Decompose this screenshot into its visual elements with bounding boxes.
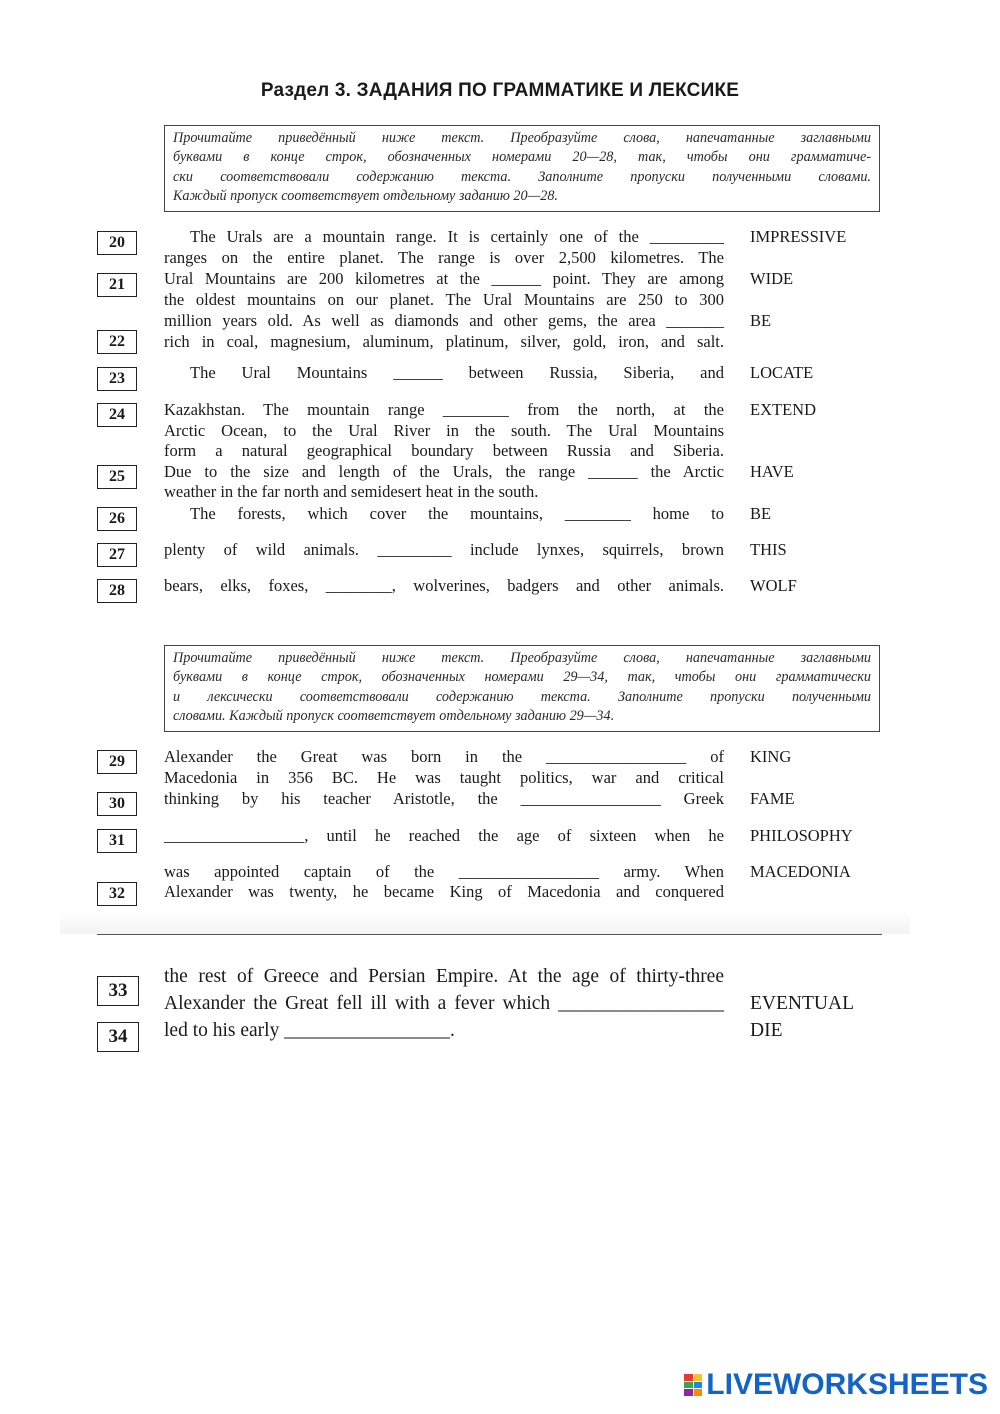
instruction-line: Прочитайте приведённый ниже текст. Преобразуйте слова, напечатанные заглавными — [173, 130, 871, 146]
text-line: was appointed captain of the _________________ army. When — [164, 862, 724, 881]
page-divider — [97, 934, 882, 935]
text-line: million years old. As well as diamonds and other gems, the area _______ — [164, 311, 724, 330]
key-word: FAME — [750, 789, 795, 808]
text-line: ranges on the entire planet. The range is over 2,500 kilometres. The — [164, 248, 724, 267]
logo-square — [694, 1382, 703, 1389]
key-word: PHILOSOPHY — [750, 826, 853, 845]
task-number: 24 — [97, 403, 137, 427]
instruction-line: Каждый пропуск соответствует отдельному заданию 20—28. — [173, 188, 558, 205]
text-line: Alexander was twenty, he became King of Macedonia and conquered — [164, 882, 724, 901]
logo-square — [684, 1389, 693, 1396]
key-word: LOCATE — [750, 363, 814, 382]
text-line: the oldest mountains on our planet. The Ural Mountains are 250 to 300 — [164, 290, 724, 309]
key-word: MACEDONIA — [750, 862, 851, 881]
page-break-shade — [60, 912, 910, 934]
section-title: Раздел 3. ЗАДАНИЯ ПО ГРАММАТИКЕ И ЛЕКСИКЕ — [260, 80, 740, 101]
text-line: Ural Mountains are 200 kilometres at the ______ point. They are among — [164, 269, 724, 288]
instruction-line: ски соответствовали содержанию текста. Заполните пропуски полученными словами. — [173, 168, 871, 185]
logo-square — [684, 1374, 693, 1381]
text-line: The Urals are a mountain range. It is certainly one of the _________ — [190, 227, 724, 246]
key-word: IMPRESSIVE — [750, 227, 847, 246]
text-line: form a natural geographical boundary between Russia and Siberia. — [164, 441, 724, 460]
task-number: 28 — [97, 579, 137, 603]
instruction-line: буквами в конце строк, обозначенных номерами 20—28, так, чтобы они грамматиче- — [173, 149, 871, 166]
instruction-line: Прочитайте приведённый ниже текст. Преобразуйте слова, напечатанные заглавными — [173, 650, 871, 666]
text-line: weather in the far north and semidesert heat in the south. — [164, 482, 539, 501]
text-line: thinking by his teacher Aristotle, the _________________ Greek — [164, 789, 724, 808]
instruction-line: и лексически соответствовали содержанию текста. Заполните пропуски полученными — [173, 688, 871, 705]
text-line: _________________, until he reached the age of sixteen when he — [164, 826, 724, 845]
liveworksheets-logo — [684, 1368, 988, 1402]
text-line: Kazakhstan. The mountain range ________ from the north, at the — [164, 400, 724, 419]
text-line: bears, elks, foxes, ________, wolverines, badgers and other animals. — [164, 576, 724, 595]
instruction-box-2 — [164, 645, 880, 732]
key-word: KING — [750, 747, 792, 766]
text-line: The Ural Mountains ______ between Russia, Siberia, and — [190, 363, 724, 382]
text-line: plenty of wild animals. _________ include lynxes, squirrels, brown — [164, 540, 724, 559]
text-line: Arctic Ocean, to the Ural River in the south. The Ural Mountains — [164, 421, 724, 440]
text-line: led to his early _________________. — [164, 1020, 455, 1041]
instruction-line: словами. Каждый пропуск соответствует отдельному заданию 29—34. — [173, 708, 615, 725]
key-word: HAVE — [750, 462, 794, 481]
task-number: 33 — [97, 976, 139, 1006]
text-line: Macedonia in 356 BC. He was taught politics, war and critical — [164, 768, 724, 787]
text-line: Alexander the Great fell ill with a fever which _________________ — [164, 993, 724, 1014]
task-number: 20 — [97, 231, 137, 255]
key-word: WIDE — [750, 269, 794, 288]
key-word: BE — [750, 504, 772, 523]
task-number: 34 — [97, 1022, 139, 1052]
key-word: EVENTUAL — [750, 993, 854, 1014]
task-number: 29 — [97, 750, 137, 774]
task-number: 23 — [97, 367, 137, 391]
task-number: 32 — [97, 882, 137, 906]
instruction-line: буквами в конце строк, обозначенных номерами 29—34, так, чтобы они грамматически — [173, 669, 871, 686]
text-line: Alexander the Great was born in the _________________ of — [164, 747, 724, 766]
logo-square — [684, 1382, 693, 1389]
text-line: The forests, which cover the mountains, ________ home to — [190, 504, 724, 523]
key-word: EXTEND — [750, 400, 816, 419]
text-line: the rest of Greece and Persian Empire. At the age of thirty-three — [164, 966, 724, 987]
key-word: WOLF — [750, 576, 797, 595]
task-number: 27 — [97, 543, 137, 567]
task-number: 30 — [97, 792, 137, 816]
key-word: THIS — [750, 540, 787, 559]
key-word: BE — [750, 311, 772, 330]
task-number: 21 — [97, 273, 137, 297]
instruction-box-1 — [164, 125, 880, 212]
task-number: 26 — [97, 507, 137, 531]
logo-text: LIVEWORKSHEETS — [706, 1368, 988, 1401]
text-line: rich in coal, magnesium, aluminum, platinum, silver, gold, iron, and salt. — [164, 332, 724, 351]
task-number: 31 — [97, 829, 137, 853]
liveworksheets-icon — [684, 1374, 702, 1396]
task-number: 25 — [97, 465, 137, 489]
task-number: 22 — [97, 330, 137, 354]
key-word: DIE — [750, 1020, 783, 1041]
text-line: Due to the size and length of the Urals, the range ______ the Arctic — [164, 462, 724, 481]
logo-square — [694, 1389, 703, 1396]
logo-square — [694, 1374, 703, 1381]
